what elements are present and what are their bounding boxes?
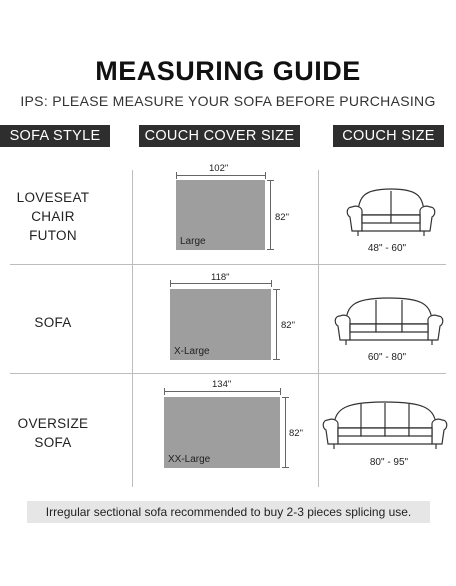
row-1-style [0, 188, 106, 245]
row-3-width-label: 134" [212, 379, 232, 390]
row-3-cover-size: XX-Large [168, 454, 211, 465]
header-sofa-style: SOFA STYLE [0, 125, 110, 147]
row-1-height-tick-bottom [267, 249, 274, 250]
row-3-style-line-2: SOFA [34, 435, 72, 450]
row-1-width-label: 102" [209, 163, 229, 174]
row-1-height-tick-top [267, 180, 274, 181]
page-title: MEASURING GUIDE [95, 56, 361, 86]
row-2-style-line-1: SOFA [34, 315, 72, 330]
header-couch-cover-size: COUCH COVER SIZE [139, 125, 300, 147]
row-1-cover-size: Large [180, 236, 206, 247]
row-1-height-line [270, 180, 271, 250]
row-1-width-tick-left [176, 172, 177, 179]
row-1-height-label: 82" [275, 212, 289, 223]
row-2-width-line [170, 283, 272, 284]
row-3-width-line [164, 391, 281, 392]
row-2-height-tick-top [273, 289, 280, 290]
row-3-height-tick-top [282, 397, 289, 398]
row-2-cover-size: X-Large [174, 346, 210, 357]
row-1-style-line-3: FUTON [29, 228, 77, 243]
loveseat-icon [346, 185, 436, 241]
row-2-height-label: 82" [281, 320, 295, 331]
row-1-width-tick-right [265, 172, 266, 179]
row-1-width-line [176, 175, 266, 176]
row-3-style [0, 414, 106, 452]
footer-note: Irregular sectional sofa recommended to buy 2-3 pieces splicing use. [27, 501, 430, 523]
row-2-width-label: 118" [211, 272, 230, 283]
row-1-style-line-2: CHAIR [31, 209, 75, 224]
row-2-style [0, 313, 106, 332]
sofa-icon [334, 294, 444, 350]
row-3-width-tick-left [164, 388, 165, 395]
column-divider-2 [318, 170, 319, 487]
row-3-height-label: 82" [289, 428, 303, 439]
row-2-width-tick-right [271, 280, 272, 287]
row-3-height-tick-bottom [282, 467, 289, 468]
row-1-style-line-1: LOVESEAT [16, 190, 90, 205]
row-2-height-line [276, 289, 277, 360]
row-3-width-tick-right [280, 388, 281, 395]
header-couch-size: COUCH SIZE [333, 125, 444, 147]
row-divider-2 [10, 373, 446, 374]
row-divider-1 [10, 264, 446, 265]
oversize-sofa-icon [322, 398, 448, 456]
row-3-style-line-1: OVERSIZE [17, 416, 89, 431]
row-1-couch-range: 48" - 60" [367, 243, 407, 254]
row-2-width-tick-left [170, 280, 171, 287]
row-2-height-tick-bottom [273, 359, 280, 360]
column-divider-1 [132, 170, 133, 487]
row-3-couch-range: 80" - 95" [369, 457, 409, 468]
row-2-cover-swatch [170, 289, 271, 360]
row-3-cover-swatch [164, 397, 280, 468]
page-subtitle: IPS: PLEASE MEASURE YOUR SOFA BEFORE PURCHASING [20, 93, 436, 109]
row-2-couch-range: 60" - 80" [367, 352, 407, 363]
row-3-height-line [285, 397, 286, 468]
row-1-cover-swatch [176, 180, 265, 250]
